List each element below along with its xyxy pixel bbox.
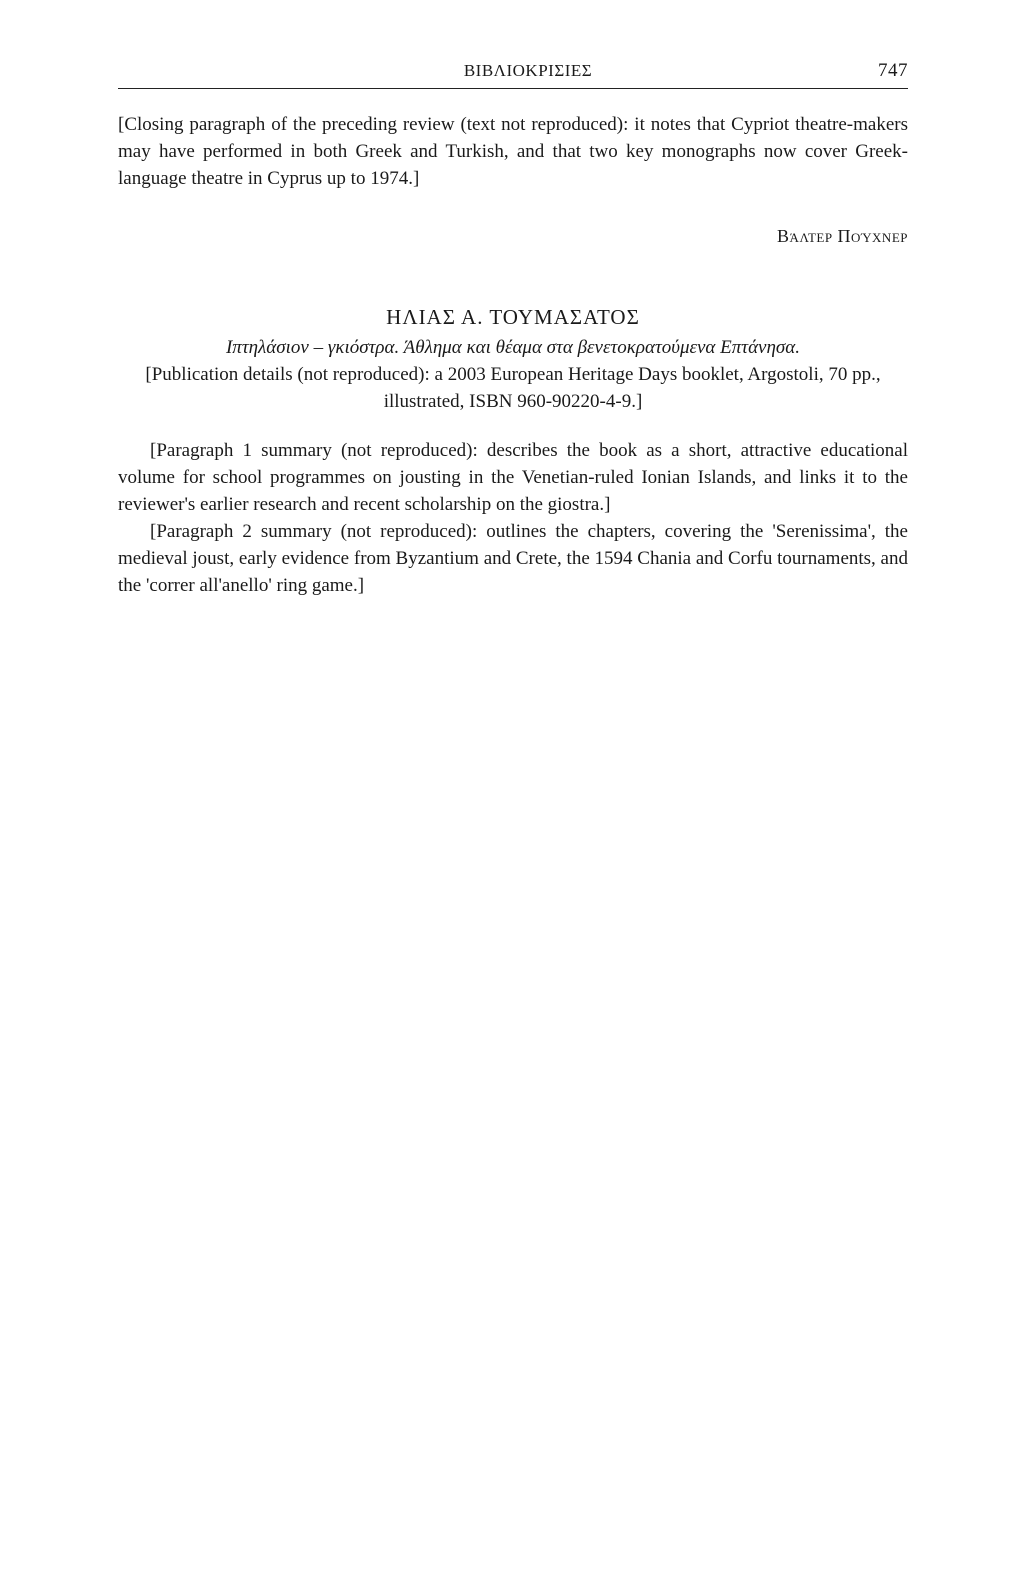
page-number: 747 [878, 60, 908, 81]
book-page [118, 60, 908, 599]
reviewer-signature: Βάλτερ Πούχνερ [777, 226, 908, 246]
review-body [118, 437, 908, 599]
review-paragraph: [Paragraph 2 summary (not reproduced): outlines the chapters, covering the 'Serenissima', the medieval joust, early evidence from Byzantium and Crete, the 1594 Chania and Corfu tournaments, and the 'correr all'anello' ring game.] [118, 521, 908, 596]
running-header [118, 60, 908, 89]
book-title: Ιπτηλάσιον – γκιόστρα. Άθλημα και θέαμα στα βενετοκρατούμενα Επτάνησα. [225, 337, 801, 358]
section-title: ΒΙΒΛΙΟΚΡΙΣΙΕΣ [463, 61, 593, 80]
publication-details: [Publication details (not reproduced): a 2003 European Heritage Days booklet, Argostoli, 70 pp., illustrated, ISBN 960-90220-4-9.] [145, 364, 881, 412]
book-reference [118, 305, 908, 415]
previous-review-closing-paragraph: [Closing paragraph of the preceding review (text not reproduced): it notes that Cypriot theatre-makers may have performed in both Greek and Turkish, and that two key monographs now cover Greek-language theatre in Cyprus up to 1974.] [118, 114, 908, 189]
review-paragraph: [Paragraph 1 summary (not reproduced): describes the book as a short, attractive educational volume for school programmes on jousting in the Venetian-ruled Ionian Islands, and links it to the reviewer's earlier research and recent scholarship on the giostra.] [118, 440, 908, 515]
book-author: ΗΛΙΑΣ Α. ΤΟΥΜΑΣΑΤΟΣ [386, 305, 640, 329]
